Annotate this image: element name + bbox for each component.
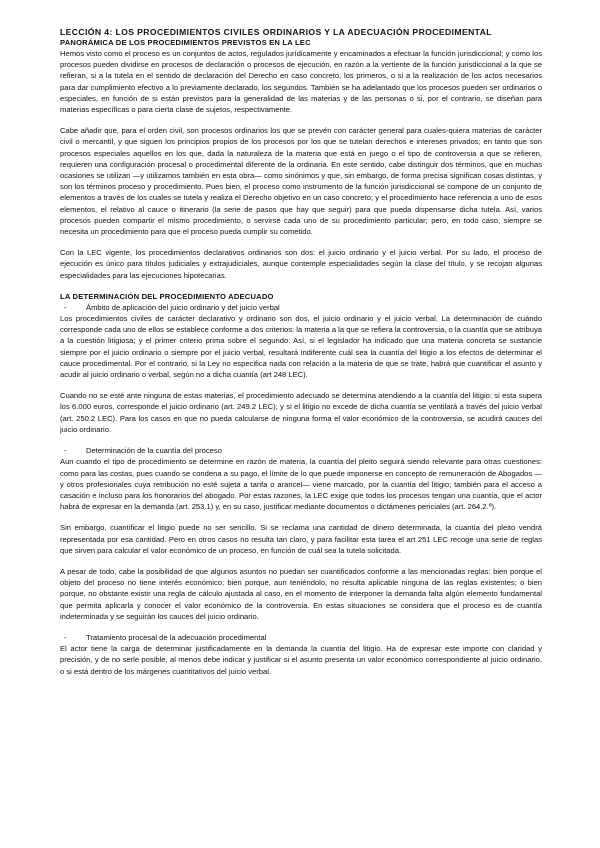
bullet-dash: - <box>64 632 67 642</box>
bullet-dash: - <box>64 302 67 312</box>
paragraph-3: Con la LEC vigente, los procedimientos declarativos ordinarios son dos: el juicio ordinario y el juicio verbal. Por su lado, el proceso de ejecución es único para títulos judiciales y extrajudiciales, aunque contemple especialidades según la clase del título, y se recojan algunas especialidades para las ejecuciones hipotecarias. <box>60 248 542 280</box>
section-heading-panorama: PANORÁMICA DE LOS PROCEDIMIENTOS PREVISTOS EN LA LEC <box>60 38 311 47</box>
paragraph-6: Aun cuando el tipo de procedimiento se determine en razón de materia, la cuantía del pleito seguirá siendo relevante para otras cuestiones: como para las costas, pues cuando se condena a su pago, el límite de lo que puede imponerse en concepto de remuneración de Abogados —y otros profesionales cuya retribución no esté sujeta a tarifa o arancel— viene marcado, por la cuantía del litigio; también para el acceso a casación e incluso para los honorarios del abogado. Por estas razones, la LEC exige que todos los procesos tengan una cuantía, que el actor habrá de expresar en la demanda (art. 253.1) y, en su caso, justificar mediante documentos o dictámenes periciales (art. 264.2.º). <box>60 457 542 512</box>
bullet-cuantia-label: Determinación de la cuantía del proceso <box>86 446 222 456</box>
section-heading-determinacion: LA DETERMINACIÓN DEL PROCEDIMIENTO ADECUADO <box>60 291 274 301</box>
bullet-cuantia <box>60 445 542 456</box>
paragraph-5: Cuando no se esté ante ninguna de estas materias, el procedimiento adecuado se determina atendiendo a la cuantía del litigio: si esta supera los 6.000 euros, corresponde el juicio ordinario (art. 249.2 LEC); y si el litigio no excede de dicha cuantía se ventilará a través del juicio verbal (art. 250.2 LEC). Para los casos en que no pueda calcularse de ninguna forma el valor económico de la controversia, se acudirá cauces del juicio ordinario. <box>60 391 542 434</box>
bullet-dash: - <box>64 446 67 456</box>
bullet-tratamiento-label: Tratamiento procesal de la adecuación procedimental <box>86 632 267 642</box>
paragraph-2: Cabe añadir que, para el orden civil, son procesos ordinarios los que se prevén con carácter general para cuales-quiera materias de carácter civil o mercantil, y que siguen los principios propios de los procesos por los que se tutelan derechos e intereses privados; en tanto que son procesos especiales aquellos en los que, dada la naturaleza de la materia que está en juego o el tipo de controversia a que se refieren, requieren una configuración procesal o procedimental diferente de la ordinaria. En este sentido, cabe distinguir dos términos, que en muchas ocasiones se utilizan —y utilizamos también en esta obra— como sinónimos y que, sin embargo, de forma precisa significan cosas distintas, y son los términos proceso y procedimiento. Pues bien, el proceso como instrumento de la función jurisdiccional se compone de un conjunto de elementos a través de los cuales se tutela y realiza el Derecho objetivo en un caso concreto; y el procedimiento hace referencia a uno de esos elementos, el relativo al cauce o itinerario (la serie de pasos que hay que seguir) para que pueda dispensarse dicha tutela. Así, varios procesos pueden compartir el mismo procedimiento, o servirse cada uno de su procedimiento particular; pero, en todo caso, siempre se necesita un procedimiento para que el proceso pueda cumplir su cometido. <box>60 126 542 237</box>
paragraph-1: Hemos visto como el proceso es un conjuntos de actos, regulados jurídicamente y encaminados a efectuar la función jurisdiccional; y como los procesos pueden dividirse en procesos de declaración o procesos de ejecución, en razón a la vertiente de la función jurisdiccional a la que se refieran, si a la tutela en el sentido de declaración del Derecho en caso concreto, los primeros, o si a la realización de los actos necesarios para dar cumplimiento efectivo a lo previamente declarado, los segundos. También se ha adelantado que los procesos pueden ser ordinarios o especiales, en función de si están previstos para la generalidad de las materias y de las personas o si, por el contrario, se diseñan para materias específicas o para cierta clase de sujetos, respectivamente. <box>60 49 542 115</box>
paragraph-4: Los procedimientos civiles de carácter declarativo y ordinario son dos, el juicio ordinario y el juicio verbal. La determinación de cuándo corresponde cada uno de ellos se establece conforme a dos criterios: la materia a la que se refiera la controversia, o la cuantía que se atribuya a la cuestión litigiosa; y el primer criterio prima sobre el segundo. Así, si el legislador ha indicado que una materia concreta se sustancie siempre por el juicio ordinario o siempre por el juicio verbal, resultará indiferente cuál sea la cuantía del litigio a los efectos de determinar el cauce procedimental. Por el contrario, si la Ley no especifica nada con relación a la materia de que se trate, habrá que cuantificar el asunto y acudir al juicio ordinario o verbal, según no a dicha cuantía (art 248 LEC). <box>60 314 542 380</box>
bullet-tratamiento <box>60 632 542 643</box>
bullet-ambito <box>60 302 542 313</box>
lesson-title: LECCIÓN 4: LOS PROCEDIMIENTOS CIVILES ORDINARIOS Y LA ADECUACIÓN PROCEDIMENTAL <box>60 27 492 37</box>
paragraph-8: A pesar de todo, cabe la posibilidad de que algunos asuntos no puedan ser cuantificados conforme a las mencionadas reglas: bien porque el objeto del proceso no tiene interés económico; bien porque, aun teniéndolo, no resulta aplicable ninguna de las reglas existentes; o bien porque, no obstante existir una regla de cálculo ajustada al caso, en el momento de interponer la demanda falta algún elemento fundamental que permita aplicarla y conocer el valor económico de la controversia. En estas situaciones se considera que el proceso es de cuantía indeterminada y se seguirán los cauces del juicio ordinario. <box>60 566 542 621</box>
paragraph-7: Sin embargo, cuantificar el litigio puede no ser sencillo. Si se reclama una cantidad de dinero determinada, la cuantía del pleito vendrá representada por esa cantidad. Pero en otros casos no resulta tan claro, y para facilitar esta tarea el art 251 LEC recoge una serie de reglas que sirven para calcular el valor económico de un proceso, en función de cuál sea la tutela solicitada. <box>60 523 542 555</box>
bullet-ambito-label: Ámbito de aplicación del juicio ordinario y del juicio verbal <box>86 302 280 312</box>
paragraph-9: El actor tiene la carga de determinar justificadamente en la demanda la cuantía del litigio. Ha de expresar este importe con claridad y precisión, y de no serle posible, al menos debe indicar y justificar si el asunto presenta un valor económico correspondiente al juicio ordinario, o si está dentro de los márgenes cuantitativos del juicio verbal. <box>60 644 542 676</box>
